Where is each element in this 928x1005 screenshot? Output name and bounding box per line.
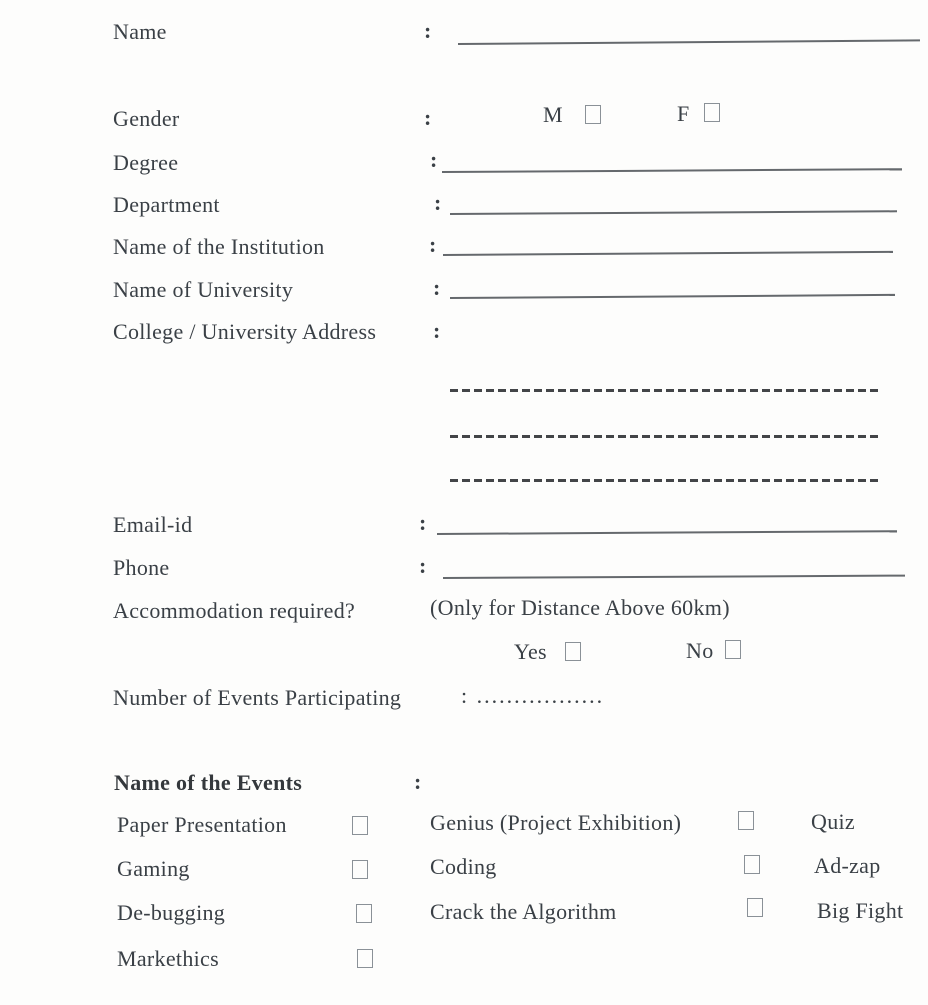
address-dashed-line-1[interactable] bbox=[450, 389, 878, 392]
degree-colon: : bbox=[430, 147, 438, 172]
institution-label: Name of the Institution bbox=[113, 234, 325, 259]
accommodation-yes-label: Yes bbox=[514, 639, 547, 664]
num-events-label: Number of Events Participating bbox=[113, 685, 402, 710]
university-colon: : bbox=[433, 275, 441, 300]
gender-colon: : bbox=[424, 105, 432, 130]
gender-female-checkbox[interactable] bbox=[704, 103, 720, 122]
email-colon: : bbox=[419, 510, 427, 535]
department-input-line[interactable] bbox=[450, 210, 897, 215]
event-quiz-label: Quiz bbox=[811, 809, 855, 834]
gender-female-label: F bbox=[677, 101, 690, 126]
events-heading-colon: : bbox=[414, 769, 422, 794]
event-debugging-checkbox[interactable] bbox=[356, 904, 372, 923]
address-dashed-line-2[interactable] bbox=[450, 435, 878, 438]
institution-input-line[interactable] bbox=[443, 251, 893, 256]
event-adzap-label: Ad-zap bbox=[814, 853, 881, 878]
name-colon: : bbox=[424, 18, 432, 43]
event-crack-the-algorithm-checkbox[interactable] bbox=[747, 898, 763, 917]
degree-input-line[interactable] bbox=[442, 168, 902, 173]
event-genius-checkbox[interactable] bbox=[738, 811, 754, 830]
department-label: Department bbox=[113, 192, 220, 217]
num-events-dotted-line[interactable]: : ................. bbox=[461, 683, 605, 708]
degree-label: Degree bbox=[113, 150, 179, 175]
accommodation-no-checkbox[interactable] bbox=[725, 640, 741, 659]
event-crack-the-algorithm-label: Crack the Algorithm bbox=[430, 899, 617, 924]
accommodation-note: (Only for Distance Above 60km) bbox=[430, 595, 730, 620]
email-input-line[interactable] bbox=[437, 530, 897, 535]
phone-label: Phone bbox=[113, 555, 170, 580]
event-big-fight-label: Big Fight bbox=[817, 898, 904, 923]
address-dashed-line-3[interactable] bbox=[450, 479, 878, 482]
name-input-line[interactable] bbox=[458, 39, 920, 45]
phone-colon: : bbox=[419, 553, 427, 578]
event-coding-label: Coding bbox=[430, 854, 497, 879]
institution-colon: : bbox=[429, 232, 437, 257]
accommodation-label: Accommodation required? bbox=[113, 598, 356, 623]
phone-input-line[interactable] bbox=[443, 575, 905, 579]
department-colon: : bbox=[434, 190, 442, 215]
event-gaming-checkbox[interactable] bbox=[352, 860, 368, 879]
accommodation-yes-checkbox[interactable] bbox=[565, 642, 581, 661]
university-input-line[interactable] bbox=[450, 294, 895, 299]
name-label: Name bbox=[113, 19, 167, 44]
event-markethics-checkbox[interactable] bbox=[357, 949, 373, 968]
email-label: Email-id bbox=[113, 512, 193, 537]
event-coding-checkbox[interactable] bbox=[744, 855, 760, 874]
address-colon: : bbox=[433, 318, 441, 343]
event-gaming-label: Gaming bbox=[117, 856, 190, 881]
event-genius-label: Genius (Project Exhibition) bbox=[430, 810, 682, 835]
event-debugging-label: De-bugging bbox=[117, 900, 226, 925]
event-paper-presentation-checkbox[interactable] bbox=[352, 816, 368, 835]
gender-male-checkbox[interactable] bbox=[585, 105, 601, 124]
gender-label: Gender bbox=[113, 106, 180, 131]
event-markethics-label: Markethics bbox=[117, 946, 219, 971]
university-label: Name of University bbox=[113, 277, 294, 302]
gender-male-label: M bbox=[543, 102, 563, 127]
address-label: College / University Address bbox=[113, 319, 377, 344]
events-heading: Name of the Events bbox=[114, 770, 303, 795]
event-paper-presentation-label: Paper Presentation bbox=[117, 812, 287, 837]
accommodation-no-label: No bbox=[686, 638, 714, 663]
